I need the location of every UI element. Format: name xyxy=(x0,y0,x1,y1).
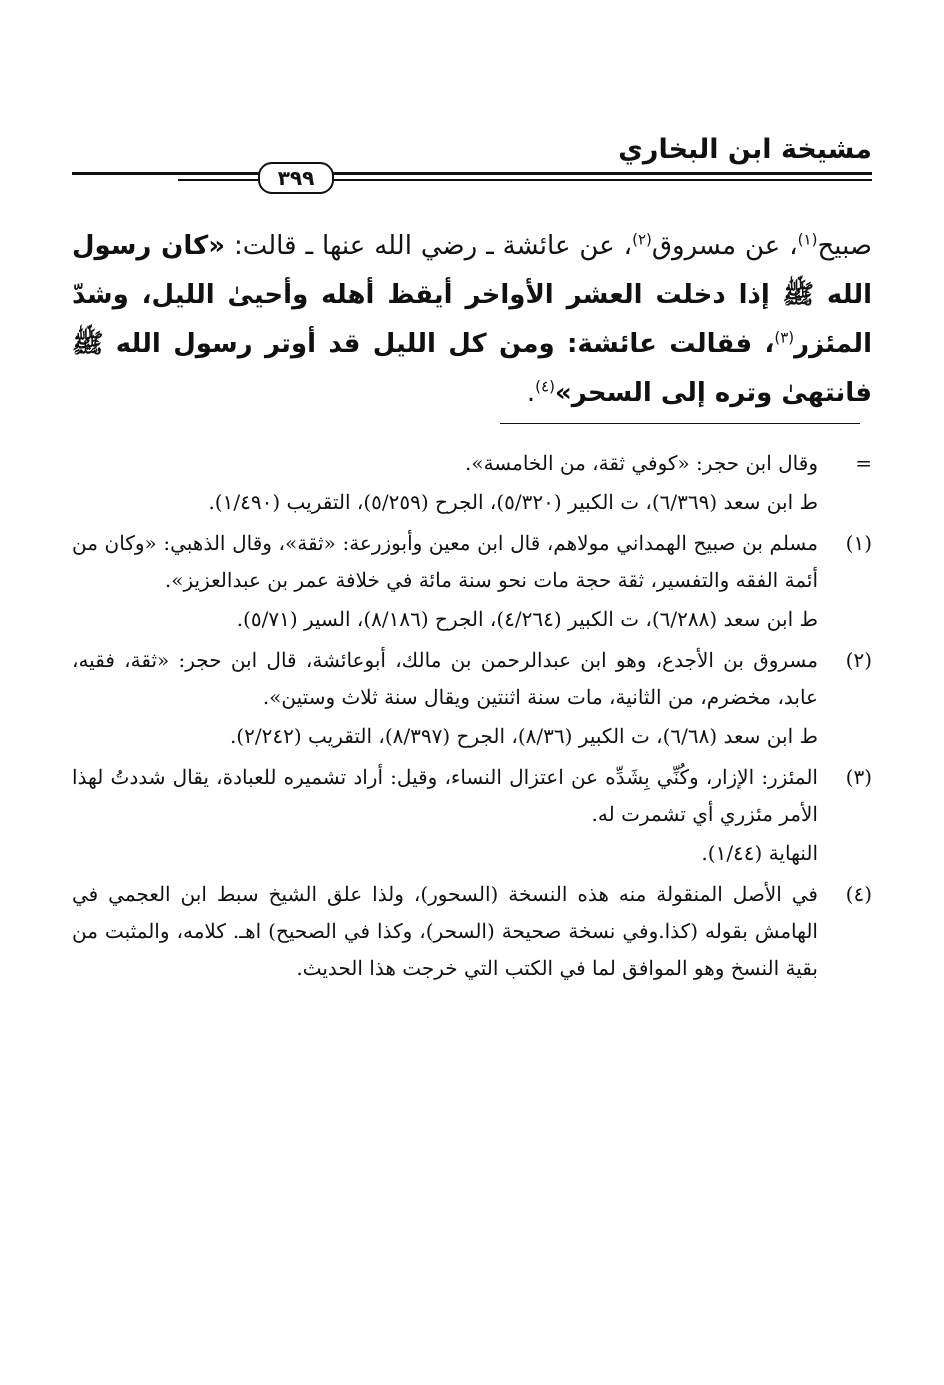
footnote-ref-4: (٤) xyxy=(535,377,555,396)
footnote-4 xyxy=(72,876,872,987)
main-text-part: ، عن مسروق xyxy=(651,231,798,261)
footnote-paragraph: ط ابن سعد (٦/٣٦٩)، ت الكبير (٥/٣٢٠)، الجرح (٥/٢٥٩)، التقريب (١/٤٩٠). xyxy=(208,490,818,514)
footnote-marker: = xyxy=(855,451,872,475)
hadith-quote: ، فقالت عائشة: ومن كل الليل قد أوتر رسول الله ﷺ فانتهىٰ وتره إلى السحر» xyxy=(72,329,872,408)
footnote-2 xyxy=(72,642,872,755)
footnote-paragraph: مسلم بن صبيح الهمداني مولاهم، قال ابن معين وأبوزرعة: «ثقة»، وقال الذهبي: «وكان من أئمة الفقه والتفسير، ثقة حجة مات نحو سنة مائة في خلافة عمر بن عبدالعزيز». xyxy=(72,531,818,592)
footnote-paragraph: مسروق بن الأجدع، وهو ابن عبدالرحمن بن مالك، أبوعائشة، قال ابن حجر: «ثقة، فقيه، عابد، مخضرم، من الثانية، مات سنة اثنتين ويقال سنة ثلاث وستين». xyxy=(72,648,818,709)
footnote-marker: (٣) xyxy=(845,765,872,789)
footnote-ref-3: (٣) xyxy=(774,328,795,347)
footnote-continued xyxy=(72,445,872,521)
main-text-part: صبيح xyxy=(817,231,872,261)
header-rule-top xyxy=(72,172,872,175)
footnote-marker: (١) xyxy=(845,531,872,555)
header-rule-bottom-right xyxy=(330,179,872,181)
footnote-paragraph: النهاية (١/٤٤). xyxy=(701,841,818,865)
footnote-1 xyxy=(72,525,872,638)
hadith-quote: «كان رسول الله ﷺ إذا دخلت العشر الأواخر أيقظ أهله وأحيىٰ الليل، وشدّ المئزر xyxy=(72,231,872,359)
footnote-marker: (٢) xyxy=(845,648,872,672)
header-rule-bottom-left xyxy=(178,179,258,181)
page-number xyxy=(258,162,334,194)
footnote-paragraph: ط ابن سعد (٦/٢٨٨)، ت الكبير (٤/٢٦٤)، الجرح (٨/١٨٦)، السير (٥/٧١). xyxy=(236,607,818,631)
footnote-paragraph: وقال ابن حجر: «كوفي ثقة، من الخامسة». xyxy=(464,451,818,475)
main-text-part: . xyxy=(526,378,536,408)
footnote-divider xyxy=(500,423,860,424)
footnote-ref-1: (١) xyxy=(797,230,818,249)
footnote-ref-2: (٢) xyxy=(632,230,652,249)
page-number-text: ٣٩٩ xyxy=(277,166,315,190)
hadith-text xyxy=(72,222,872,418)
running-title: مشيخة ابن البخاري xyxy=(618,134,872,165)
main-text-part: ، عن عائشة ـ رضي الله عنها ـ قالت: xyxy=(225,231,633,261)
footnotes xyxy=(72,445,872,991)
footnote-marker: (٤) xyxy=(845,882,872,906)
footnote-3 xyxy=(72,759,872,872)
footnote-paragraph: ط ابن سعد (٦/٦٨)، ت الكبير (٨/٣٦)، الجرح (٨/٣٩٧)، التقريب (٢/٢٤٢). xyxy=(229,724,818,748)
footnote-paragraph: في الأصل المنقولة منه هذه النسخة (السحور)، ولذا علق الشيخ سبط ابن العجمي في الهامش بقوله (كذا.وفي نسخة صحيحة (السحر)، وكذا في الصحيح) اهـ. كلامه، والمثبت من بقية النسخ وهو الموافق لما في الكتب التي خرجت هذا الحديث. xyxy=(72,882,818,980)
footnote-paragraph: المئزر: الإزار، وكُنِّي بِشَدِّه عن اعتزال النساء، وقيل: أراد تشميره للعبادة، يقال شددتُ لهذا الأمر مئزري أي تشمرت له. xyxy=(72,765,818,826)
